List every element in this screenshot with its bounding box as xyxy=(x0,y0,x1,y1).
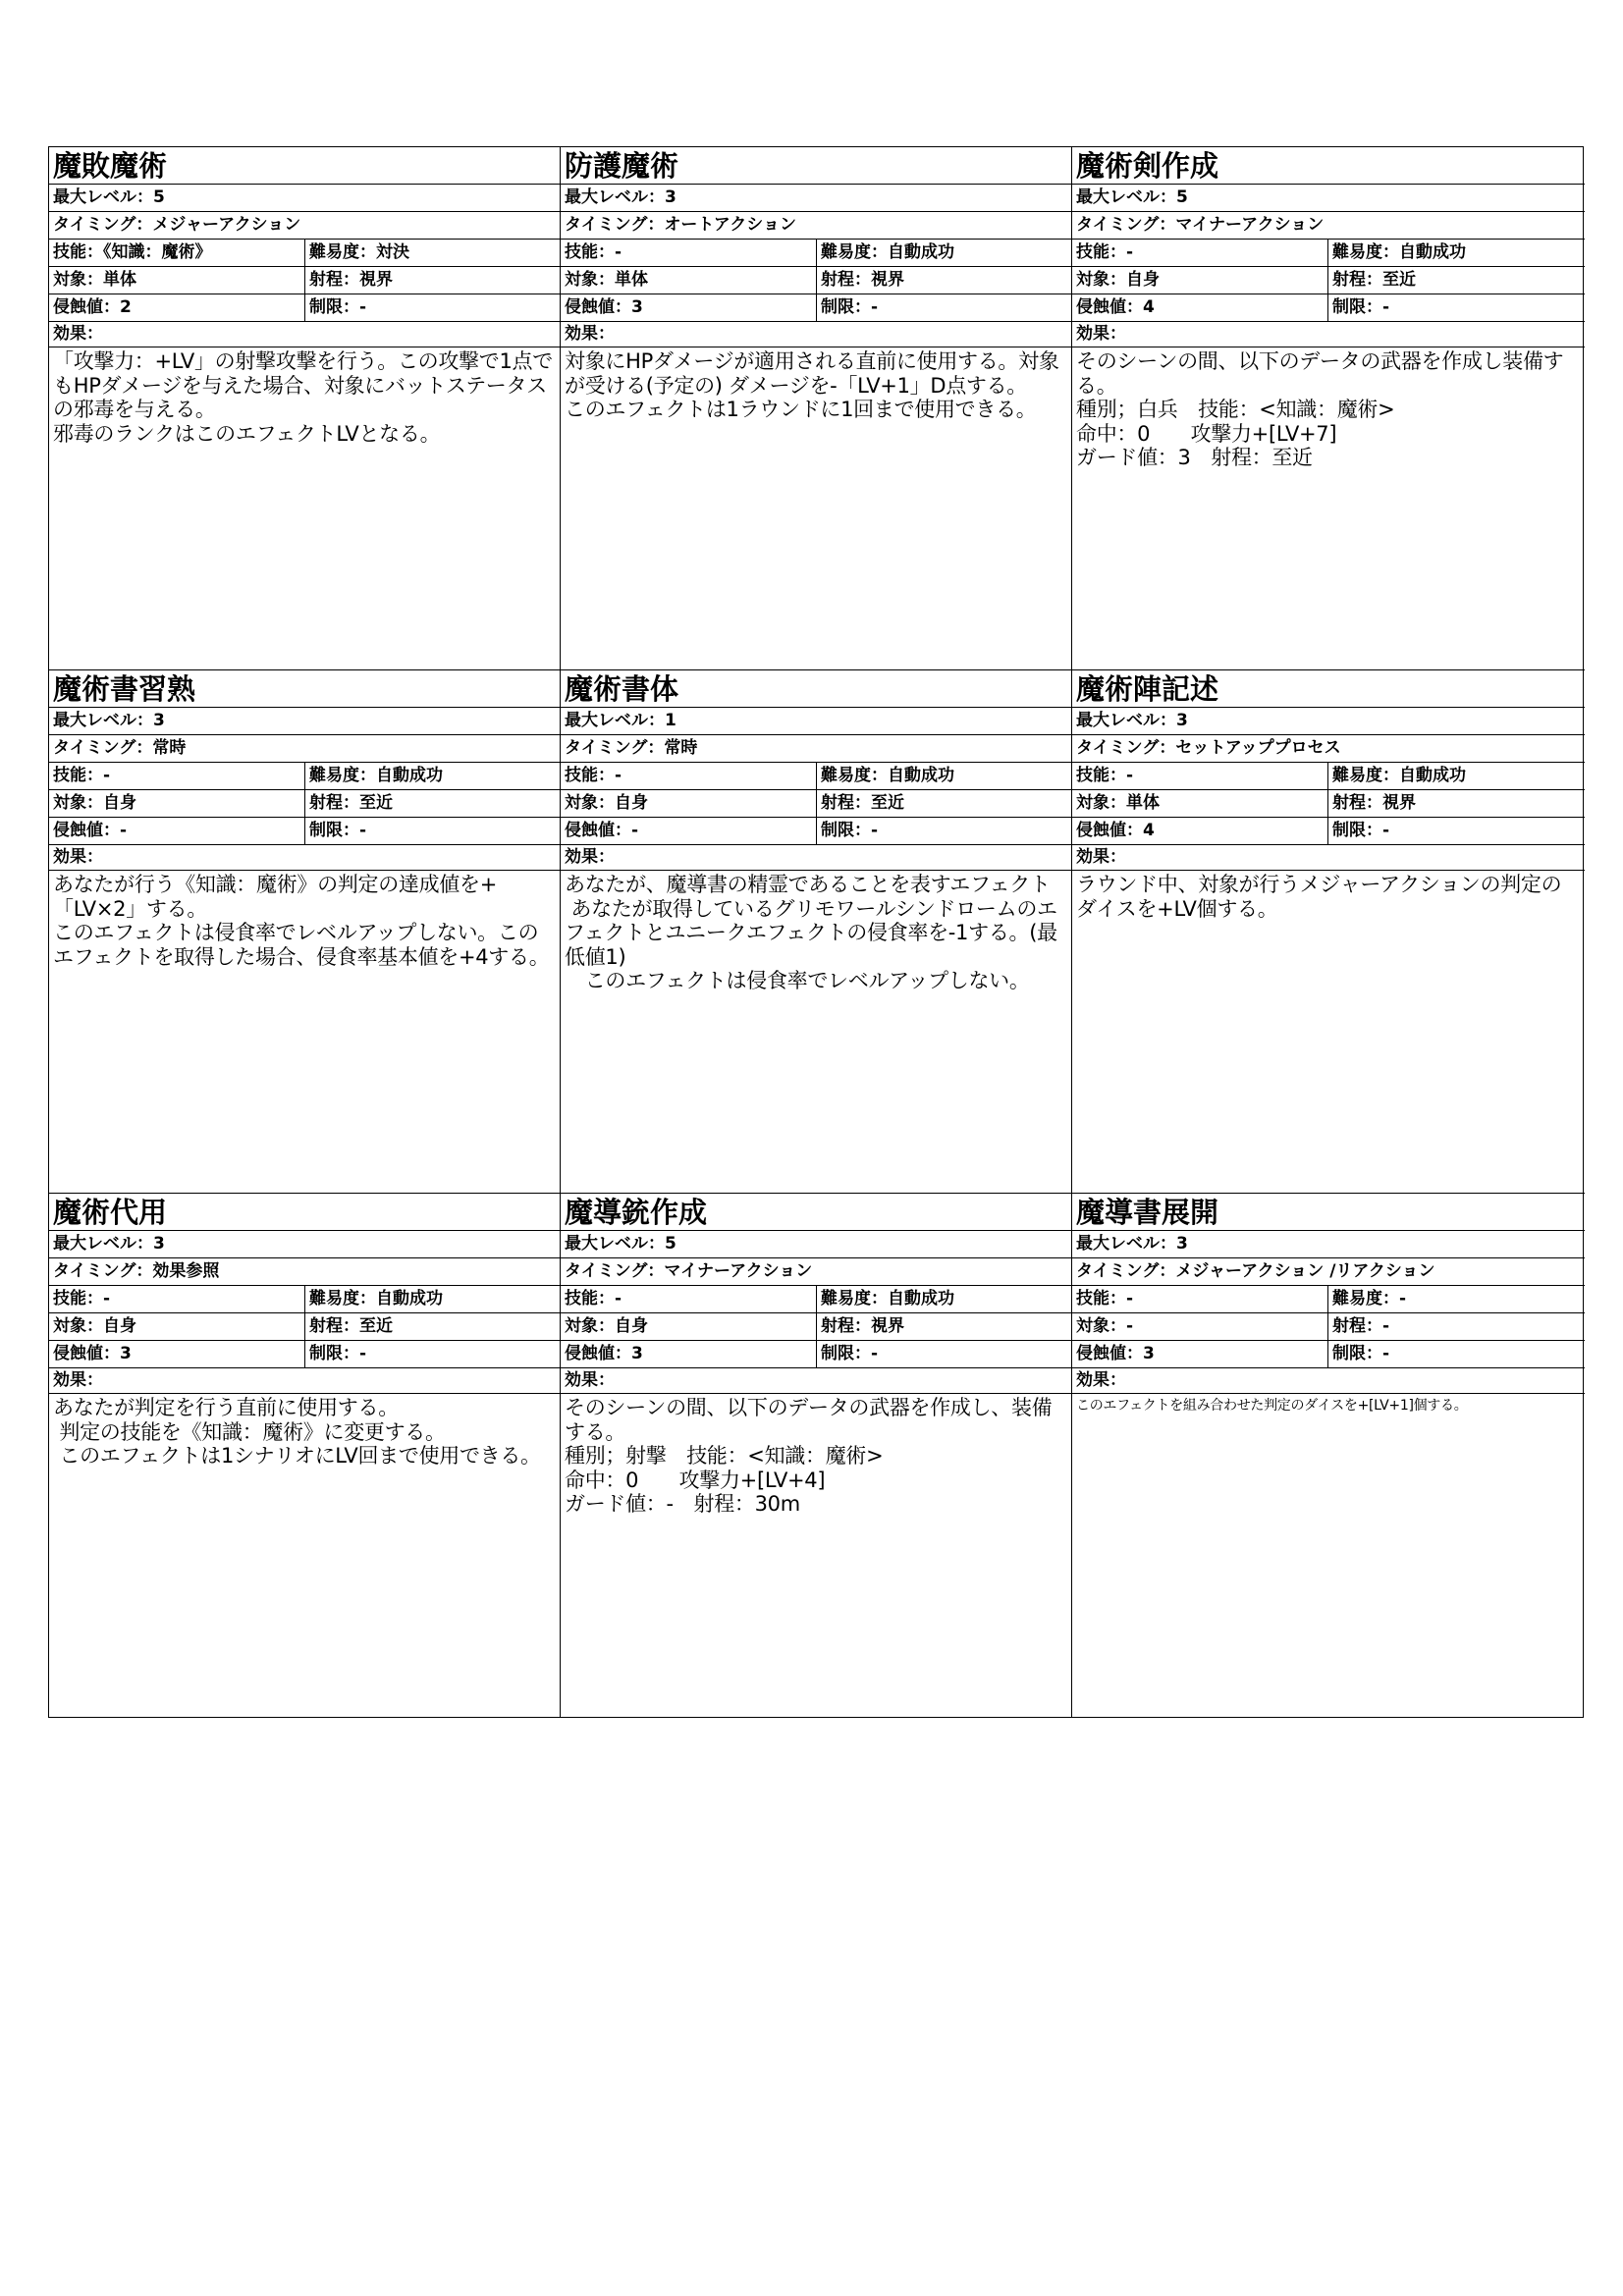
effect-card xyxy=(49,1194,561,1717)
timing: タイミング：常時 xyxy=(561,735,1071,763)
difficulty: 難易度：自動成功 xyxy=(821,242,954,262)
effect-card xyxy=(1072,1194,1585,1717)
effect-card xyxy=(561,1194,1072,1717)
effect-text: このエフェクトを組み合わせた判定のダイスを+[LV+1]個する。 xyxy=(1076,1398,1468,1414)
limit: 制限：- xyxy=(1332,1344,1390,1363)
erosion: 侵蝕値：- xyxy=(561,818,817,844)
effect-card xyxy=(1072,147,1585,670)
timing: タイミング：マイナーアクション xyxy=(561,1258,1071,1286)
card-title: 魔導銃作成 xyxy=(561,1194,1071,1231)
limit: 制限：- xyxy=(821,821,879,840)
difficulty: 難易度：自動成功 xyxy=(1332,242,1466,262)
card-title: 魔術剣作成 xyxy=(1072,147,1585,185)
skill: 技能：- xyxy=(561,1286,817,1312)
erosion: 侵蝕値：4 xyxy=(1072,818,1328,844)
skill: 技能：- xyxy=(1072,763,1328,789)
difficulty: 難易度：自動成功 xyxy=(821,766,954,785)
timing: タイミング：マイナーアクション xyxy=(1072,212,1585,240)
skill: 技能：《知識：魔術》 xyxy=(49,240,305,266)
range: 射程：視界 xyxy=(309,270,393,290)
erosion: 侵蝕値：3 xyxy=(561,294,817,321)
timing: タイミング：常時 xyxy=(49,735,560,763)
difficulty: 難易度：自動成功 xyxy=(309,766,443,785)
effect-text: そのシーンの間、以下のデータの武器を作成し装備する。 種別；白兵 技能：<知識：魔術> 命中：0 攻撃力+[LV+7] ガード値：3 射程：至近 xyxy=(1076,349,1564,469)
max-level: 最大レベル：3 xyxy=(49,1231,560,1258)
effect-text: ラウンド中、対象が行うメジャーアクションの判定のダイスを+LV個する。 xyxy=(1076,873,1562,921)
difficulty: 難易度：- xyxy=(1332,1289,1407,1308)
limit: 制限：- xyxy=(821,1344,879,1363)
target: 対象：単体 xyxy=(49,267,305,294)
effect-card xyxy=(561,147,1072,670)
effect-label: 効果： xyxy=(49,1368,560,1394)
timing: タイミング：メジャーアクション xyxy=(49,212,560,240)
difficulty: 難易度：自動成功 xyxy=(1332,766,1466,785)
target: 対象：単体 xyxy=(1072,790,1328,817)
max-level: 最大レベル：5 xyxy=(561,1231,1071,1258)
difficulty: 難易度：自動成功 xyxy=(309,1289,443,1308)
card-title: 魔術代用 xyxy=(49,1194,560,1231)
max-level: 最大レベル：5 xyxy=(1072,185,1585,212)
effect-text: そのシーンの間、以下のデータの武器を作成し、装備する。 種別；射撃 技能：<知識：魔術> 命中：0 攻撃力+[LV+4] ガード値：- 射程：30m xyxy=(565,1396,1053,1516)
effect-card xyxy=(49,147,561,670)
max-level: 最大レベル：3 xyxy=(1072,1231,1585,1258)
erosion: 侵蝕値：2 xyxy=(49,294,305,321)
card-title: 魔導書展開 xyxy=(1072,1194,1585,1231)
limit: 制限：- xyxy=(309,297,367,317)
skill: 技能：- xyxy=(561,240,817,266)
timing: タイミング：セットアッププロセス xyxy=(1072,735,1585,763)
effect-label: 効果： xyxy=(49,322,560,347)
target: 対象：自身 xyxy=(561,790,817,817)
effect-text: 対象にHPダメージが適用される直前に使用する。対象が受ける(予定の) ダメージを-「LV+1」D点する。 このエフェクトは1ラウンドに1回まで使用できる。 xyxy=(565,349,1059,421)
effect-label: 効果： xyxy=(1072,322,1585,347)
range: 射程：視界 xyxy=(821,270,904,290)
limit: 制限：- xyxy=(309,821,367,840)
card-title: 魔術書習熟 xyxy=(49,670,560,708)
difficulty: 難易度：対決 xyxy=(309,242,409,262)
effect-card xyxy=(49,670,561,1194)
card-title: 魔術書体 xyxy=(561,670,1071,708)
effect-label: 効果： xyxy=(49,845,560,871)
max-level: 最大レベル：5 xyxy=(49,185,560,212)
effect-card xyxy=(561,670,1072,1194)
target: 対象：自身 xyxy=(1072,267,1328,294)
difficulty: 難易度：自動成功 xyxy=(821,1289,954,1308)
timing: タイミング：メジャーアクション /リアクション xyxy=(1072,1258,1585,1286)
max-level: 最大レベル：3 xyxy=(49,708,560,735)
target: 対象：- xyxy=(1072,1313,1328,1340)
card-title: 防護魔術 xyxy=(561,147,1071,185)
target: 対象：単体 xyxy=(561,267,817,294)
skill: 技能：- xyxy=(1072,240,1328,266)
effect-card xyxy=(1072,670,1585,1194)
skill: 技能：- xyxy=(1072,1286,1328,1312)
effect-label: 効果： xyxy=(561,1368,1071,1394)
timing: タイミング：効果参照 xyxy=(49,1258,560,1286)
max-level: 最大レベル：3 xyxy=(1072,708,1585,735)
skill: 技能：- xyxy=(49,763,305,789)
effect-label: 効果： xyxy=(561,845,1071,871)
effect-text: あなたが判定を行う直前に使用する。 判定の技能を《知識：魔術》に変更する。 このエフェクトは1シナリオにLV回まで使用できる。 xyxy=(53,1396,541,1468)
erosion: 侵蝕値：3 xyxy=(49,1341,305,1367)
range: 射程：視界 xyxy=(821,1316,904,1336)
effect-card-grid xyxy=(48,146,1584,1718)
target: 対象：自身 xyxy=(49,1313,305,1340)
effect-text: あなたが行う《知識：魔術》の判定の達成値を+「LV×2」する。 このエフェクトは侵食率でレベルアップしない。このエフェクトを取得した場合、侵食率基本値を+4する。 xyxy=(53,873,550,969)
erosion: 侵蝕値：- xyxy=(49,818,305,844)
skill: 技能：- xyxy=(49,1286,305,1312)
range: 射程：至近 xyxy=(309,1316,393,1336)
card-title: 魔術陣記述 xyxy=(1072,670,1585,708)
limit: 制限：- xyxy=(1332,821,1390,840)
effect-text: 「攻撃力：+LV」の射撃攻撃を行う。この攻撃で1点でもHPダメージを与えた場合、対象にバットステータスの邪毒を与える。 邪毒のランクはこのエフェクトLVとなる。 xyxy=(53,349,553,446)
effect-label: 効果： xyxy=(561,322,1071,347)
max-level: 最大レベル：1 xyxy=(561,708,1071,735)
target: 対象：自身 xyxy=(561,1313,817,1340)
erosion: 侵蝕値：3 xyxy=(1072,1341,1328,1367)
card-title: 魔敗魔術 xyxy=(49,147,560,185)
erosion: 侵蝕値：3 xyxy=(561,1341,817,1367)
range: 射程：至近 xyxy=(821,793,904,813)
erosion: 侵蝕値：4 xyxy=(1072,294,1328,321)
range: 射程：視界 xyxy=(1332,793,1416,813)
max-level: 最大レベル：3 xyxy=(561,185,1071,212)
target: 対象：自身 xyxy=(49,790,305,817)
skill: 技能：- xyxy=(561,763,817,789)
range: 射程：至近 xyxy=(309,793,393,813)
effect-label: 効果： xyxy=(1072,845,1585,871)
effect-label: 効果： xyxy=(1072,1368,1585,1394)
timing: タイミング：オートアクション xyxy=(561,212,1071,240)
limit: 制限：- xyxy=(309,1344,367,1363)
effect-text: あなたが、魔導書の精霊であることを表すエフェクト あなたが取得しているグリモワールシンドロームのエフェクトとユニークエフェクトの侵食率を-1する。(最低値1) このエフェクトは侵食率でレベルアップしない。 xyxy=(565,873,1057,992)
range: 射程：至近 xyxy=(1332,270,1416,290)
limit: 制限：- xyxy=(821,297,879,317)
limit: 制限：- xyxy=(1332,297,1390,317)
range: 射程：- xyxy=(1332,1316,1390,1336)
